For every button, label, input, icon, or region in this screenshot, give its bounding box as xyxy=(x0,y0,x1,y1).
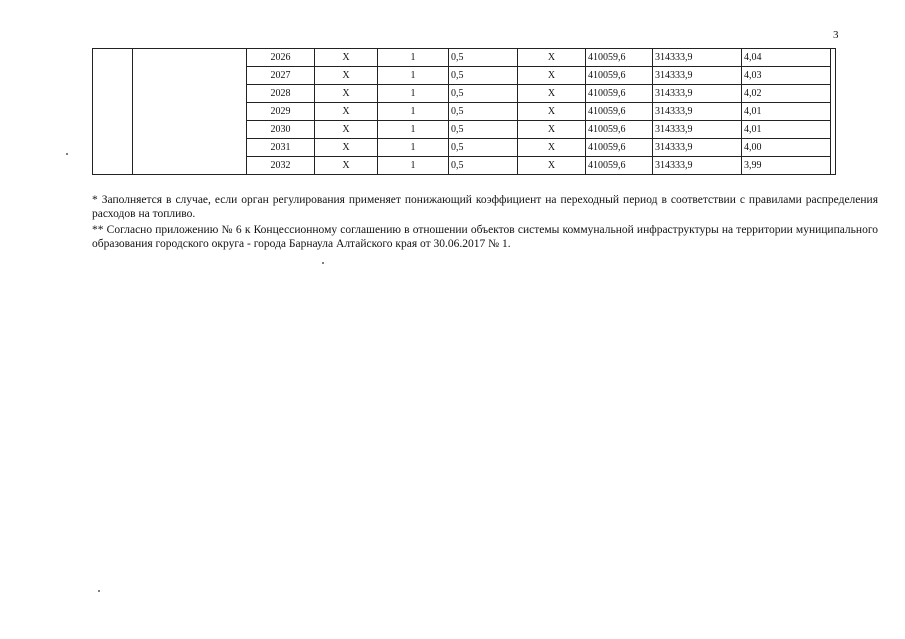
half-cell: 0,5 xyxy=(449,139,518,157)
table-body xyxy=(93,49,836,175)
year-cell: 2030 xyxy=(247,121,315,139)
value-cell-1: 410059,6 xyxy=(586,49,653,67)
value-cell-3: 4,00 xyxy=(742,139,831,157)
x-cell-2: X xyxy=(518,157,586,175)
half-cell: 0,5 xyxy=(449,49,518,67)
one-cell: 1 xyxy=(378,85,449,103)
x-cell-2: X xyxy=(518,139,586,157)
year-cell: 2031 xyxy=(247,139,315,157)
year-cell: 2027 xyxy=(247,67,315,85)
table-row xyxy=(93,49,836,67)
value-cell-3: 4,02 xyxy=(742,85,831,103)
year-cell: 2032 xyxy=(247,157,315,175)
x-cell-2: X xyxy=(518,67,586,85)
empty-cell-left xyxy=(93,49,133,175)
half-cell: 0,5 xyxy=(449,67,518,85)
value-cell-1: 410059,6 xyxy=(586,157,653,175)
footnotes xyxy=(92,193,878,251)
value-cell-3: 4,04 xyxy=(742,49,831,67)
scan-speck xyxy=(322,262,324,264)
value-cell-1: 410059,6 xyxy=(586,85,653,103)
value-cell-2: 314333,9 xyxy=(653,121,742,139)
x-cell: X xyxy=(315,121,378,139)
year-cell: 2028 xyxy=(247,85,315,103)
empty-cell-right xyxy=(831,49,836,175)
x-cell: X xyxy=(315,157,378,175)
one-cell: 1 xyxy=(378,49,449,67)
value-cell-1: 410059,6 xyxy=(586,103,653,121)
half-cell: 0,5 xyxy=(449,121,518,139)
x-cell: X xyxy=(315,139,378,157)
one-cell: 1 xyxy=(378,157,449,175)
one-cell: 1 xyxy=(378,139,449,157)
x-cell-2: X xyxy=(518,85,586,103)
x-cell: X xyxy=(315,103,378,121)
value-cell-1: 410059,6 xyxy=(586,121,653,139)
page-number: 3 xyxy=(833,29,839,41)
x-cell: X xyxy=(315,67,378,85)
x-cell: X xyxy=(315,49,378,67)
value-cell-1: 410059,6 xyxy=(586,139,653,157)
value-cell-2: 314333,9 xyxy=(653,139,742,157)
x-cell-2: X xyxy=(518,121,586,139)
one-cell: 1 xyxy=(378,103,449,121)
year-cell: 2026 xyxy=(247,49,315,67)
one-cell: 1 xyxy=(378,67,449,85)
value-cell-3: 4,03 xyxy=(742,67,831,85)
half-cell: 0,5 xyxy=(449,85,518,103)
scan-speck xyxy=(66,153,68,155)
value-cell-2: 314333,9 xyxy=(653,49,742,67)
scan-speck xyxy=(98,590,100,592)
value-cell-2: 314333,9 xyxy=(653,103,742,121)
half-cell: 0,5 xyxy=(449,103,518,121)
value-cell-3: 3,99 xyxy=(742,157,831,175)
empty-cell-left-2 xyxy=(133,49,247,175)
value-cell-3: 4,01 xyxy=(742,121,831,139)
x-cell: X xyxy=(315,85,378,103)
year-cell: 2029 xyxy=(247,103,315,121)
value-cell-1: 410059,6 xyxy=(586,67,653,85)
x-cell-2: X xyxy=(518,103,586,121)
data-table xyxy=(92,48,836,175)
footnote-first: * Заполняется в случае, если орган регулирования применяет понижающий коэффициент на переходный период в соответствии с правилами распределения расходов на топливо. xyxy=(92,194,878,220)
value-cell-3: 4,01 xyxy=(742,103,831,121)
half-cell: 0,5 xyxy=(449,157,518,175)
footnote-second: ** Согласно приложению № 6 к Концессионному соглашению в отношении объектов системы коммунальной инфраструктуры на территории муниципального образования городского округа - города Барнаула Алтайского края от 30.06.2017 № 1. xyxy=(92,224,878,250)
value-cell-2: 314333,9 xyxy=(653,85,742,103)
value-cell-2: 314333,9 xyxy=(653,157,742,175)
x-cell-2: X xyxy=(518,49,586,67)
one-cell: 1 xyxy=(378,121,449,139)
value-cell-2: 314333,9 xyxy=(653,67,742,85)
